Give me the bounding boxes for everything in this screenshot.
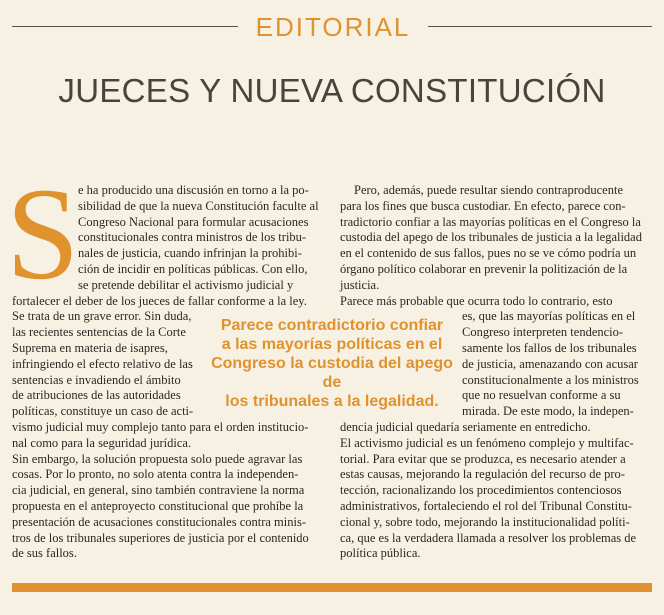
right-column-line: tradictorio confiar a las mayorías políticas en el Congreso la <box>340 214 641 229</box>
right-column-line: El activismo judicial es un fenómeno complejo y multifac- <box>340 435 634 450</box>
right-column-line: para los fines que busca custodiar. En efecto, parece con- <box>340 198 626 213</box>
right-column-line: de justicia, amenazando con acusar <box>462 356 638 371</box>
left-column-line: nales de justicia, cuando infrinjan la prohibi- <box>78 246 302 261</box>
left-column-line: cosas. Por lo pronto, no solo atenta contra la independen- <box>12 467 299 482</box>
right-column-line: mirada. De este modo, la indepen- <box>462 404 634 419</box>
left-column-line: presentación de acusaciones constitucionales contra minis- <box>12 514 306 529</box>
right-column-line: Congreso interpreten tendencio- <box>462 325 624 340</box>
right-column-line: ca, que es la verdadera llamada a resolver los problemas de <box>340 530 637 545</box>
left-column-line: de sus fallos. <box>12 546 77 561</box>
right-column-line: en el contenido de sus fallos, pues no se ve cómo podría un <box>340 246 637 261</box>
left-column-line: las recientes sentencias de la Corte <box>12 325 186 340</box>
left-column-line: cia judicial, en general, sino también contraviene la norma <box>12 483 305 498</box>
left-column-line: propuesta en el anteproyecto constitucional que prohíbe la <box>12 499 304 513</box>
left-column-line: se pretende debilitar el activismo judicial y <box>78 277 294 292</box>
right-column-line: Parece más probable que ocurra todo lo contrario, esto <box>340 293 613 308</box>
pull-quote-line: Congreso la custodia del apego de <box>211 355 453 391</box>
left-column-line: ción de incidir en políticas públicas. Con ello, <box>78 262 308 276</box>
right-column-line: justicia. <box>340 277 380 292</box>
section-label: EDITORIAL <box>255 12 411 42</box>
right-column-line: custodia del apego de los tribunales de justicia a la legalidad <box>340 230 642 245</box>
right-column-line: estas causas, mejorando la regulación del recurso de pro- <box>340 467 625 482</box>
left-column-line: sibilidad de que la nueva Constitución faculte al <box>78 198 319 213</box>
right-column-line: Pero, además, puede resultar siendo contraproducente <box>354 183 623 197</box>
right-column-line: samente los fallos de los tribunales <box>462 341 637 355</box>
left-column-line: fortalecer el deber de los jueces de fallar conforme a la ley. <box>12 293 307 308</box>
right-column-line: dencia judicial quedaría seriamente en entredicho. <box>340 420 591 434</box>
right-column-line: es, que las mayorías políticas en el <box>462 309 636 324</box>
left-column-line: Se trata de un grave error. Sin duda, <box>12 309 192 324</box>
left-column-line: e ha producido una discusión en torno a la po- <box>78 183 309 197</box>
left-column-line: de atribuciones de las autoridades <box>12 388 181 403</box>
left-column-line: nal como para la seguridad jurídica. <box>12 435 192 450</box>
drop-cap: S <box>6 160 80 307</box>
left-column-line: Congreso Nacional para formular acusaciones <box>78 214 309 229</box>
section-header <box>0 12 664 42</box>
right-column-line: administrativos, fortaleciendo el rol del Tribunal Constitu- <box>340 499 632 513</box>
right-column-line: cional y, sobre todo, mejorando la institucionalidad políti- <box>340 514 630 529</box>
right-column-line: que no resuelvan conforme a su <box>462 388 621 403</box>
section-rule-left <box>12 26 238 27</box>
right-column-line: política pública. <box>340 546 421 561</box>
left-column-line: Suprema en materia de isapres, <box>12 341 168 355</box>
article-headline: JUECES Y NUEVA CONSTITUCIÓN <box>58 72 606 109</box>
pull-quote-line: los tribunales a la legalidad. <box>225 393 439 410</box>
left-column-line: vismo judicial muy complejo tanto para el orden institucio- <box>12 420 309 434</box>
left-column-line: infringiendo el efecto relativo de las <box>12 356 193 371</box>
left-column-line: tros de los tribunales superiores de justicia por el contenido <box>12 530 309 545</box>
pull-quote <box>204 316 460 411</box>
right-column-line: torial. Para evitar que se produzca, es necesario atender a <box>340 451 626 466</box>
right-column-line: tección, racionalizando los procedimientos contenciosos <box>340 483 622 498</box>
section-rule-right <box>428 26 652 27</box>
bottom-accent-bar <box>12 583 652 592</box>
left-column-line: Sin embargo, la solución propuesta solo puede agravar las <box>12 451 303 466</box>
pull-quote-line: Parece contradictorio confiar <box>220 317 444 334</box>
left-column-line: políticas, constituye un caso de acti- <box>12 404 194 419</box>
left-column-line: constitucionales contra ministros de los tribu- <box>78 230 307 245</box>
left-column-line: sentencias e invadiendo el ámbito <box>12 372 181 387</box>
right-column-line: órgano político colaborar en prevenir la politización de la <box>340 262 628 276</box>
pull-quote-line: a las mayorías políticas en el <box>221 336 443 353</box>
right-column-line: constitucionalmente a los ministros <box>462 372 639 387</box>
